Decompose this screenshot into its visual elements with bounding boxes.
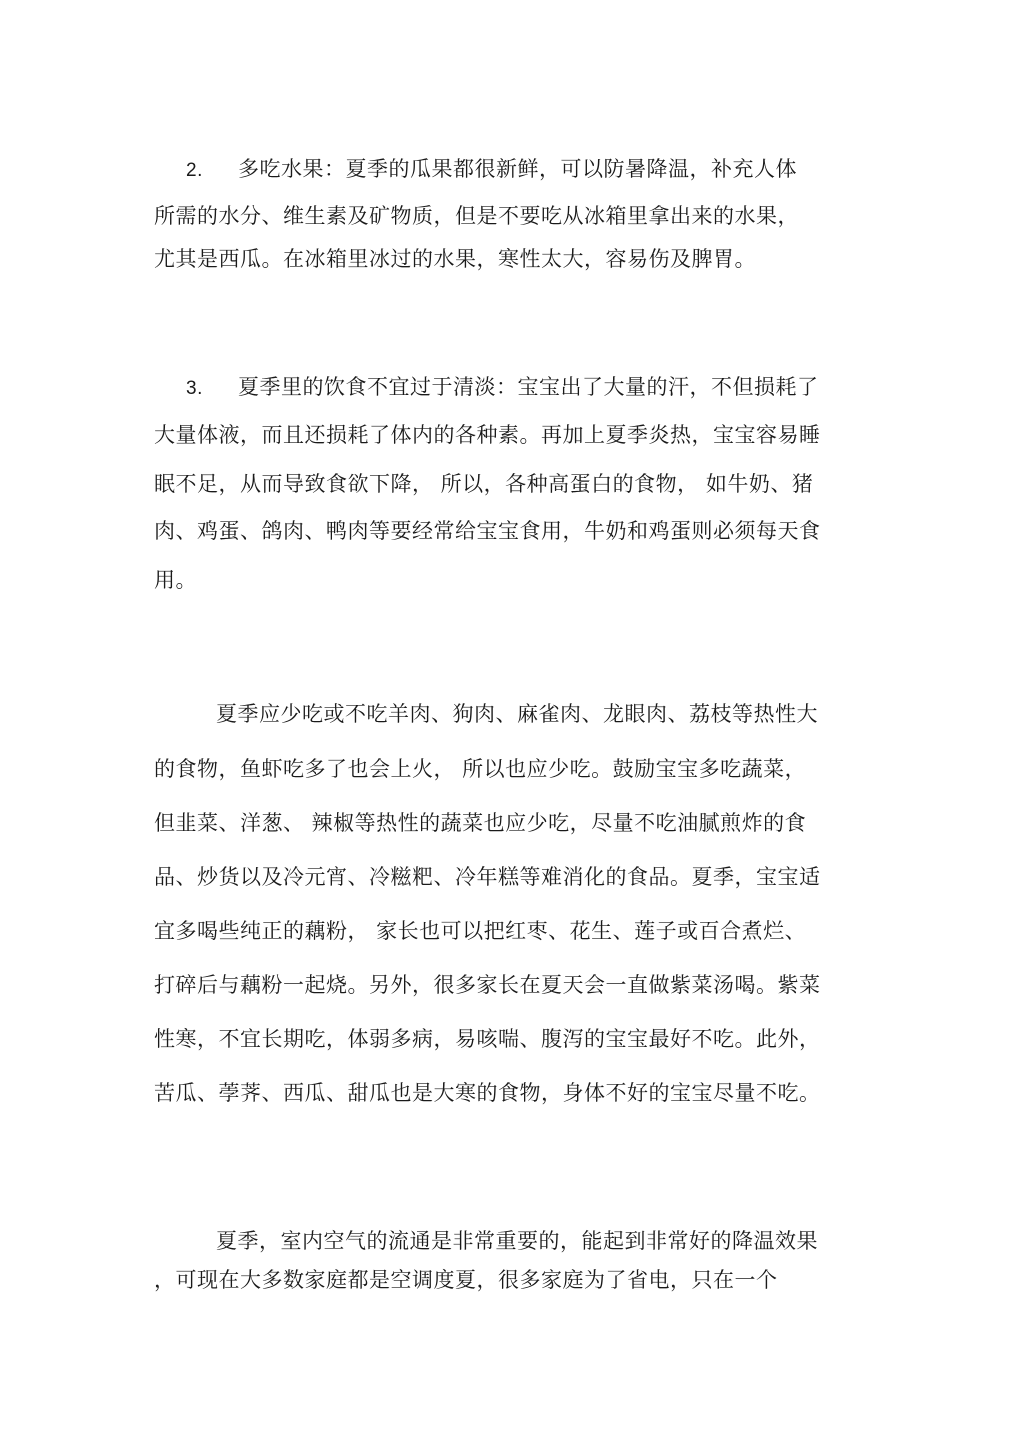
item-3-text-1: 夏季里的饮食不宜过于清淡：宝宝出了大量的汗，不但损耗了 (238, 375, 819, 399)
item-3-line-5: 用。 (154, 568, 197, 592)
para-1-line-3: 但韭菜、洋葱、 辣椒等热性的蔬菜也应少吃，尽量不吃油腻煎炸的食 (154, 811, 807, 835)
para-2-line-2: ，可现在大多数家庭都是空调度夏，很多家庭为了省电，只在一个 (154, 1268, 778, 1292)
para-1-line-2: 的食物，鱼虾吃多了也会上火， 所以也应少吃。鼓励宝宝多吃蔬菜， (154, 757, 807, 781)
item-2-line-2: 所需的水分、维生素及矿物质，但是不要吃从冰箱里拿出来的水果， (154, 204, 799, 228)
item-2-text-1: 多吃水果：夏季的瓜果都很新鲜，可以防暑降温，补充人体 (238, 157, 797, 181)
para-2-line-1 (154, 1227, 818, 1255)
para-1-line-7: 性寒，不宜长期吃，体弱多病，易咳喘、腹泻的宝宝最好不吃。此外， (154, 1027, 821, 1051)
item-3-line-3: 眠不足，从而导致食欲下降， 所以，各种高蛋白的食物， 如牛奶、猪 (154, 472, 814, 496)
item-2-number: 2. (186, 160, 203, 181)
item-3-line-1 (154, 373, 819, 403)
para-1-text-1: 夏季应少吃或不吃羊肉、狗肉、麻雀肉、龙眼肉、荔枝等热性大 (216, 702, 818, 726)
item-3-line-4: 肉、鸡蛋、鸽肉、鸭肉等要经常给宝宝食用，牛奶和鸡蛋则必须每天食 (154, 519, 821, 543)
item-2-line-3: 尤其是西瓜。在冰箱里冰过的水果，寒性太大，容易伤及脾胃。 (154, 247, 756, 271)
para-1-line-5: 宜多喝些纯正的藕粉， 家长也可以把红枣、花生、莲子或百合煮烂、 (154, 919, 807, 943)
para-2-text-1: 夏季，室内空气的流通是非常重要的，能起到非常好的降温效果 (216, 1229, 818, 1253)
item-3-line-2: 大量体液，而且还损耗了体内的各种素。再加上夏季炎热，宝宝容易睡 (154, 423, 821, 447)
para-1-line-8: 苦瓜、荸荠、西瓜、甜瓜也是大寒的食物，身体不好的宝宝尽量不吃。 (154, 1081, 821, 1105)
para-1-line-6: 打碎后与藕粉一起烧。另外，很多家长在夏天会一直做紫菜汤喝。紫菜 (154, 973, 821, 997)
para-1-line-4: 品、炒货以及冷元宵、冷糍粑、冷年糕等难消化的食品。夏季，宝宝适 (154, 865, 821, 889)
item-3-number: 3. (186, 378, 203, 399)
item-2-line-1 (154, 155, 797, 185)
para-1-line-1 (154, 700, 818, 728)
